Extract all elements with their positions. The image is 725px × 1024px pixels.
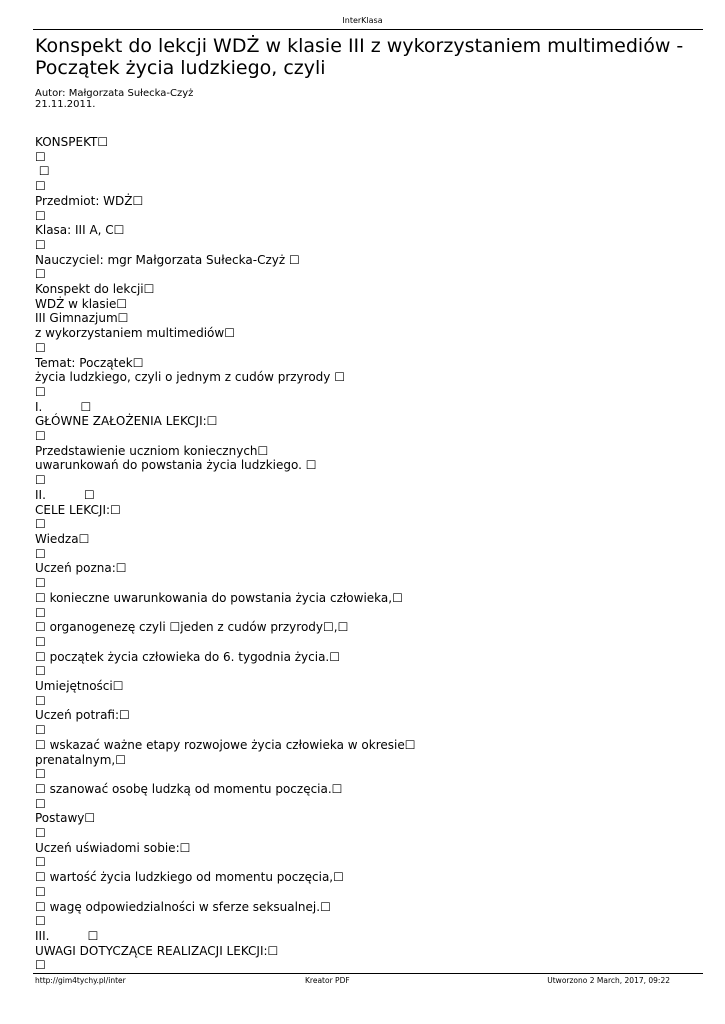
date-line: 21.11.2011. bbox=[35, 99, 96, 110]
body-line: WDŻ w klasie☐ bbox=[35, 296, 128, 311]
body-line: Nauczyciel: mgr Małgorzata Sułecka-Czyż ☐ bbox=[35, 252, 300, 267]
body-line: Uczeń potrafi:☐ bbox=[35, 708, 130, 723]
body-line: ☐ bbox=[35, 634, 46, 649]
body-line: III. ☐ bbox=[35, 928, 99, 943]
body-line: Uczeń pozna:☐ bbox=[35, 561, 127, 576]
footer-created: Utworzono 2 March, 2017, 09:22 bbox=[547, 976, 670, 985]
body-line: Uczeń uświadomi sobie:☐ bbox=[35, 840, 191, 855]
document-body bbox=[35, 135, 695, 973]
body-line: ☐ bbox=[35, 179, 46, 194]
body-line: Temat: Początek☐ bbox=[35, 355, 144, 370]
body-line: ☐ bbox=[35, 958, 46, 973]
body-line: ☐ wagę odpowiedzialności w sferze seksualnej.☐ bbox=[35, 899, 331, 914]
body-line: Konspekt do lekcji☐ bbox=[35, 282, 155, 297]
body-line: ☐ bbox=[35, 208, 46, 223]
body-line: ☐ wartość życia ludzkiego od momentu poczęcia,☐ bbox=[35, 870, 344, 885]
footer-rule bbox=[33, 973, 703, 974]
author-line: Autor: Małgorzata Sułecka-Czyż bbox=[35, 88, 194, 99]
body-line: ☐ bbox=[35, 664, 46, 679]
body-line: ☐ wskazać ważne etapy rozwojowe życia człowieka w okresie☐ bbox=[35, 737, 416, 752]
body-line: ☐ bbox=[35, 767, 46, 782]
body-line: ☐ bbox=[35, 340, 46, 355]
body-line: ☐ bbox=[35, 149, 46, 164]
body-line: ☐ bbox=[35, 693, 46, 708]
body-line: ☐ bbox=[35, 429, 46, 444]
footer-generator: Kreator PDF bbox=[305, 976, 350, 985]
site-header: InterKlasa bbox=[342, 16, 383, 25]
body-line: Wiedza☐ bbox=[35, 531, 90, 546]
header-rule bbox=[33, 29, 703, 30]
body-line: UWAGI DOTYCZĄCE REALIZACJI LEKCJI:☐ bbox=[35, 943, 279, 958]
body-line: ☐ bbox=[35, 914, 46, 929]
body-line: ☐ bbox=[35, 884, 46, 899]
body-line: ☐ bbox=[35, 826, 46, 841]
body-line: ☐ szanować osobę ludzką od momentu poczęcia.☐ bbox=[35, 781, 343, 796]
body-line: ☐ konieczne uwarunkowania do powstania życia człowieka,☐ bbox=[35, 590, 403, 605]
body-line: uwarunkowań do powstania życia ludzkiego. ☐ bbox=[35, 458, 317, 473]
body-line: I. ☐ bbox=[35, 399, 92, 414]
body-line: ☐ bbox=[35, 576, 46, 591]
body-line: KONSPEKT☐ bbox=[35, 135, 109, 149]
body-line: z wykorzystaniem multimediów☐ bbox=[35, 326, 235, 341]
body-line: ☐ bbox=[35, 855, 46, 870]
body-line: ☐ bbox=[35, 517, 46, 532]
body-line: ☐ bbox=[35, 546, 46, 561]
body-line: III Gimnazjum☐ bbox=[35, 311, 129, 326]
body-line: CELE LEKCJI:☐ bbox=[35, 502, 121, 517]
body-line: życia ludzkiego, czyli o jednym z cudów przyrody ☐ bbox=[35, 370, 345, 385]
body-line: Przedmiot: WDŻ☐ bbox=[35, 193, 144, 208]
body-line: ☐ początek życia człowieka do 6. tygodnia życia.☐ bbox=[35, 649, 341, 664]
document-title: Konspekt do lekcji WDŻ w klasie III z wykorzystaniem multimediów - Początek życia ludzkiego, czyli bbox=[35, 35, 684, 79]
body-line: prenatalnym,☐ bbox=[35, 752, 126, 767]
body-line: ☐ bbox=[35, 796, 46, 811]
body-line: ☐ bbox=[35, 267, 46, 282]
body-line: II. ☐ bbox=[35, 487, 95, 502]
footer-url: http://gim4tychy.pl/inter bbox=[35, 976, 126, 985]
body-line: ☐ bbox=[35, 473, 46, 488]
body-line: ☐ bbox=[35, 723, 46, 738]
document-meta bbox=[35, 88, 193, 110]
body-line: Przedstawienie uczniom koniecznych☐ bbox=[35, 443, 269, 458]
body-line: ☐ bbox=[35, 164, 50, 179]
body-line: Postawy☐ bbox=[35, 811, 96, 826]
body-line: ☐ bbox=[35, 237, 46, 252]
body-line: ☐ organogenezę czyli ☐jeden z cudów przyrody☐,☐ bbox=[35, 620, 349, 635]
body-line: ☐ bbox=[35, 384, 46, 399]
body-line: Umiejętności☐ bbox=[35, 679, 124, 694]
body-line: Klasa: III A, C☐ bbox=[35, 223, 125, 238]
body-line: GŁÓWNE ZAŁOŻENIA LEKCJI:☐ bbox=[35, 414, 218, 429]
body-line: ☐ bbox=[35, 605, 46, 620]
